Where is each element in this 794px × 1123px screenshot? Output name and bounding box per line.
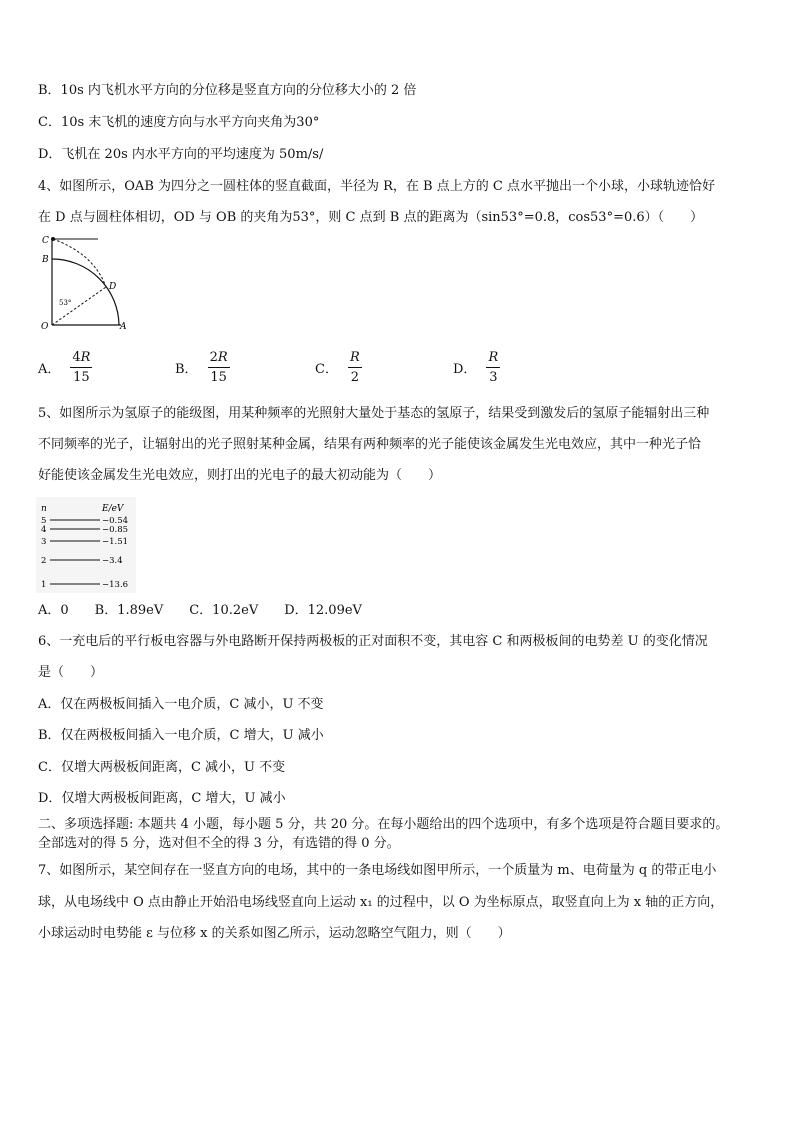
q6-stem-line1: 6、一充电后的平行板电容器与外电路断开保持两极板的正对面积不变，其电容 C 和两极板间的电势差 U 的变化情况: [38, 634, 708, 649]
point-c-dot: [51, 237, 55, 241]
header-n: n: [41, 504, 47, 514]
q5-stem-line2: 不同频率的光子，让辐射出的光子照射某种金属，结果有两种频率的光子能使该金属发生光电效应，其中一种光子恰: [38, 437, 702, 452]
level-1-energy: −13.6: [102, 580, 129, 590]
q4-stem-line1: 4、如图所示，OAB 为四分之一圆柱体的竖直截面，半径为 R，在 B 点上方的 C 点水平抛出一个小球，小球轨迹恰好: [38, 179, 715, 194]
level-3-n: 3: [41, 537, 47, 547]
q5-stem-line1: 5、如图所示为氢原子的能级图，用某种频率的光照射大量处于基态的氢原子，结果受到激发后的氢原子能辐射出三种: [38, 406, 710, 421]
level-2-n: 2: [41, 556, 47, 566]
q4-stem-line2: 在 D 点与圆柱体相切，OD 与 OB 的夹角为53°，则 C 点到 B 点的距离为（sin53°=0.8，cos53°=0.6）（ ）: [38, 210, 704, 225]
q4-figure: [36, 232, 136, 332]
q4-option-a: A． $\frac{4R}{15}$: [38, 349, 91, 385]
header-energy: E/eV: [102, 504, 124, 514]
q7-stem-line2: 球，从电场线中 O 点由静止开始沿电场线竖直向上运动 x₁ 的过程中，以 O 为坐标原点，取竖直向上为 x 轴的正方向，: [38, 895, 724, 910]
label-a: A: [120, 322, 127, 332]
section2-heading-line1: 二、多项选择题: 本题共 4 小题，每小题 5 分，共 20 分。在每小题给出的四个选项中，有多个选项是符合题目要求的。: [38, 817, 729, 832]
quarter-arc: [52, 259, 119, 325]
level-1-n: 1: [41, 580, 47, 590]
q4-option-d: D． $\frac{R}{3}$: [453, 349, 499, 385]
q6-option-b: B．仅在两极板间插入一电介质，C 增大，U 减小: [38, 728, 324, 743]
q4-option-c: C． $\frac{R}{2}$: [315, 349, 360, 385]
q3-option-b: B．10s 内飞机水平方向的分位移是竖直方向的分位移大小的 2 倍: [38, 83, 417, 98]
level-5-n: 5: [41, 516, 47, 526]
q6-option-d: D．仅增大两极板间距离，C 增大，U 减小: [38, 791, 286, 806]
q5-stem-line3: 好能使该金属发生光电效应，则打出的光电子的最大初动能为（ ）: [38, 468, 442, 483]
q3-option-d: D．飞机在 20s 内水平方向的平均速度为 50m/s/: [38, 147, 324, 162]
q6-option-c: C．仅增大两极板间距离，C 减小，U 不变: [38, 760, 286, 775]
q6-option-a: A．仅在两极板间插入一电介质，C 减小，U 不变: [38, 697, 324, 712]
q4-option-b: B． $\frac{2R}{15}$: [175, 349, 228, 385]
level-2-energy: −3.4: [102, 556, 123, 566]
q7-stem-line1: 7、如图所示，某空间存在一竖直方向的电场，其中的一条电场线如图甲所示，一个质量为 m、电荷量为 q 的带正电小: [38, 863, 717, 878]
level-3-energy: −1.51: [102, 537, 129, 547]
label-c: C: [42, 236, 49, 246]
q6-stem-line2: 是（ ）: [38, 665, 104, 680]
q5-options: A．0 B．1.89eV C．10.2eV D．12.09eV: [38, 603, 362, 618]
level-4-energy: −0.85: [102, 525, 129, 535]
label-o: O: [41, 322, 49, 332]
section2-heading-line2: 全部选对的得 5 分，选对但不全的得 3 分，有选错的得 0 分。: [38, 836, 400, 851]
fraction: $\frac{2R}{15}$: [209, 349, 228, 385]
label-angle: 53°: [59, 299, 72, 307]
q3-option-c: C．10s 末飞机的速度方向与水平方向夹角为30°: [38, 115, 320, 130]
trajectory: [53, 239, 106, 287]
q7-stem-line3: 小球运动时电势能 ε 与位移 x 的关系如图乙所示，运动忽略空气阻力，则（ ）: [38, 926, 511, 941]
q4-options: [38, 347, 738, 387]
label-b: B: [42, 255, 49, 265]
q5-energy-level-diagram: [36, 497, 136, 593]
level-4-n: 4: [41, 525, 47, 535]
fraction: $\frac{R}{3}$: [488, 349, 499, 385]
level-5-energy: −0.54: [102, 516, 129, 526]
fraction: $\frac{4R}{15}$: [72, 349, 91, 385]
label-d: D: [109, 282, 117, 292]
fraction: $\frac{R}{2}$: [349, 349, 360, 385]
